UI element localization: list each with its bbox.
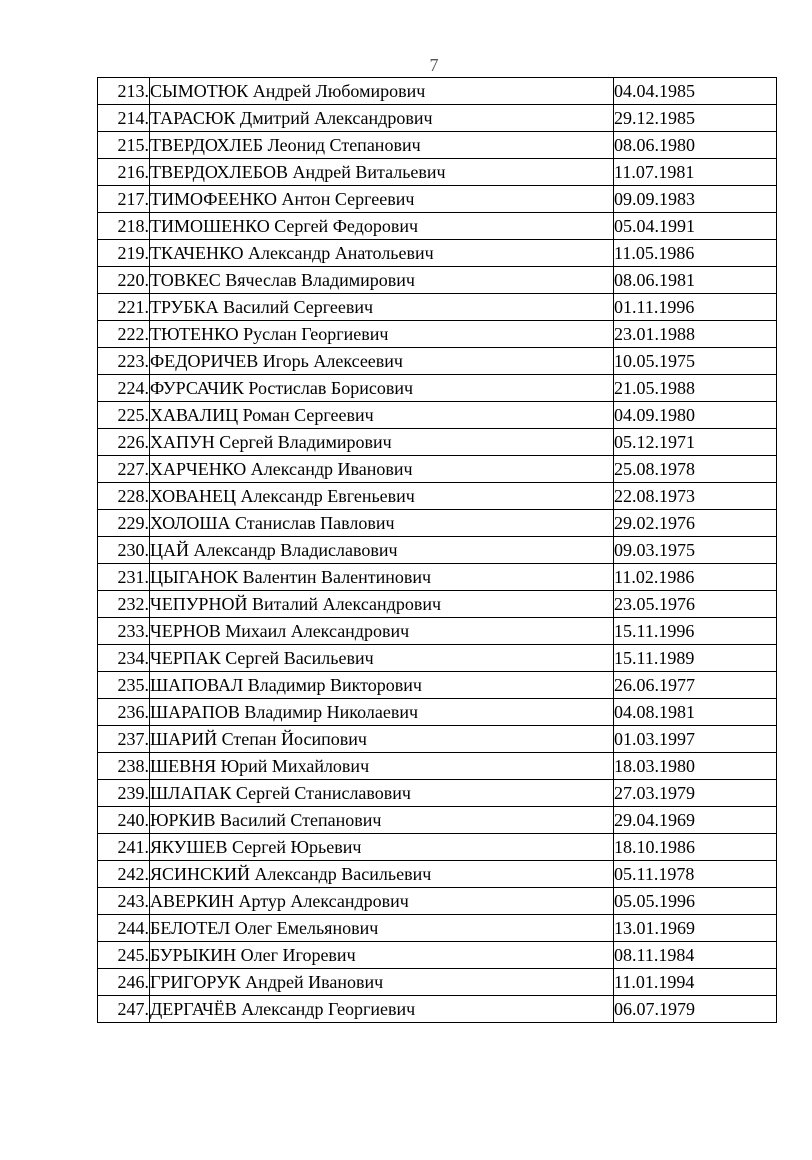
birth-date: 05.11.1978 [614, 861, 777, 888]
table-row [98, 672, 777, 699]
person-name: ГРИГОРУК Андрей Иванович [150, 969, 614, 996]
birth-date: 08.06.1980 [614, 132, 777, 159]
person-name: ФУРСАЧИК Ростислав Борисович [150, 375, 614, 402]
birth-date: 06.07.1979 [614, 996, 777, 1023]
birth-date: 05.05.1996 [614, 888, 777, 915]
row-number: 243. [98, 888, 150, 915]
table-row [98, 186, 777, 213]
person-name: ДЕРГАЧЁВ Александр Георгиевич [150, 996, 614, 1023]
row-number: 213. [98, 78, 150, 105]
table-row [98, 321, 777, 348]
table-row [98, 645, 777, 672]
row-number: 238. [98, 753, 150, 780]
table-row [98, 510, 777, 537]
table-row [98, 267, 777, 294]
row-number: 246. [98, 969, 150, 996]
person-name: ЧЕРНОВ Михаил Александрович [150, 618, 614, 645]
person-name: БУРЫКИН Олег Игоревич [150, 942, 614, 969]
person-name: АВЕРКИН Артур Александрович [150, 888, 614, 915]
birth-date: 08.06.1981 [614, 267, 777, 294]
person-name: ШАРАПОВ Владимир Николаевич [150, 699, 614, 726]
row-number: 222. [98, 321, 150, 348]
person-name: ТИМОФЕЕНКО Антон Сергеевич [150, 186, 614, 213]
person-name: ШАРИЙ Степан Йосипович [150, 726, 614, 753]
birth-date: 05.04.1991 [614, 213, 777, 240]
row-number: 244. [98, 915, 150, 942]
page-number: 7 [429, 55, 439, 75]
person-name: ХАРЧЕНКО Александр Иванович [150, 456, 614, 483]
row-number: 226. [98, 429, 150, 456]
row-number: 234. [98, 645, 150, 672]
birth-date: 04.09.1980 [614, 402, 777, 429]
table-row [98, 537, 777, 564]
birth-date: 11.05.1986 [614, 240, 777, 267]
birth-date: 11.01.1994 [614, 969, 777, 996]
birth-date: 01.11.1996 [614, 294, 777, 321]
row-number: 239. [98, 780, 150, 807]
birth-date: 10.05.1975 [614, 348, 777, 375]
table-row [98, 780, 777, 807]
person-name: ТКАЧЕНКО Александр Анатольевич [150, 240, 614, 267]
roster-table-body [98, 78, 777, 1023]
birth-date: 11.07.1981 [614, 159, 777, 186]
row-number: 223. [98, 348, 150, 375]
birth-date: 13.01.1969 [614, 915, 777, 942]
row-number: 233. [98, 618, 150, 645]
table-row [98, 78, 777, 105]
person-name: ХОЛОША Станислав Павлович [150, 510, 614, 537]
row-number: 225. [98, 402, 150, 429]
table-row [98, 834, 777, 861]
table-row [98, 969, 777, 996]
row-number: 227. [98, 456, 150, 483]
row-number: 218. [98, 213, 150, 240]
birth-date: 29.04.1969 [614, 807, 777, 834]
birth-date: 22.08.1973 [614, 483, 777, 510]
roster-table [97, 77, 777, 1023]
person-name: ХОВАНЕЦ Александр Евгеньевич [150, 483, 614, 510]
birth-date: 09.03.1975 [614, 537, 777, 564]
person-name: ЧЕРПАК Сергей Васильевич [150, 645, 614, 672]
row-number: 228. [98, 483, 150, 510]
table-row [98, 213, 777, 240]
row-number: 215. [98, 132, 150, 159]
table-row [98, 429, 777, 456]
row-number: 236. [98, 699, 150, 726]
person-name: БЕЛОТЕЛ Олег Емельянович [150, 915, 614, 942]
birth-date: 26.06.1977 [614, 672, 777, 699]
birth-date: 08.11.1984 [614, 942, 777, 969]
birth-date: 23.05.1976 [614, 591, 777, 618]
table-row [98, 942, 777, 969]
row-number: 224. [98, 375, 150, 402]
table-row [98, 132, 777, 159]
birth-date: 09.09.1983 [614, 186, 777, 213]
person-name: ШАПОВАЛ Владимир Викторович [150, 672, 614, 699]
person-name: СЫМОТЮК Андрей Любомирович [150, 78, 614, 105]
birth-date: 05.12.1971 [614, 429, 777, 456]
birth-date: 01.03.1997 [614, 726, 777, 753]
row-number: 217. [98, 186, 150, 213]
person-name: ЦЫГАНОК Валентин Валентинович [150, 564, 614, 591]
table-row [98, 456, 777, 483]
table-row [98, 726, 777, 753]
table-row [98, 294, 777, 321]
person-name: ЯКУШЕВ Сергей Юрьевич [150, 834, 614, 861]
birth-date: 04.04.1985 [614, 78, 777, 105]
table-row [98, 699, 777, 726]
birth-date: 18.03.1980 [614, 753, 777, 780]
table-row [98, 915, 777, 942]
row-number: 230. [98, 537, 150, 564]
row-number: 242. [98, 861, 150, 888]
table-row [98, 618, 777, 645]
table-row [98, 348, 777, 375]
birth-date: 29.12.1985 [614, 105, 777, 132]
row-number: 237. [98, 726, 150, 753]
row-number: 220. [98, 267, 150, 294]
table-row [98, 888, 777, 915]
row-number: 247. [98, 996, 150, 1023]
birth-date: 04.08.1981 [614, 699, 777, 726]
table-row [98, 591, 777, 618]
person-name: ТИМОШЕНКО Сергей Федорович [150, 213, 614, 240]
row-number: 221. [98, 294, 150, 321]
table-row [98, 240, 777, 267]
table-row [98, 753, 777, 780]
row-number: 240. [98, 807, 150, 834]
person-name: ТВЕРДОХЛЕБ Леонид Степанович [150, 132, 614, 159]
row-number: 241. [98, 834, 150, 861]
person-name: ФЕДОРИЧЕВ Игорь Алексеевич [150, 348, 614, 375]
person-name: ТВЕРДОХЛЕБОВ Андрей Витальевич [150, 159, 614, 186]
table-row [98, 105, 777, 132]
row-number: 232. [98, 591, 150, 618]
birth-date: 21.05.1988 [614, 375, 777, 402]
birth-date: 25.08.1978 [614, 456, 777, 483]
person-name: ТРУБКА Василий Сергеевич [150, 294, 614, 321]
row-number: 216. [98, 159, 150, 186]
person-name: ЧЕПУРНОЙ Виталий Александрович [150, 591, 614, 618]
person-name: ТЮТЕНКО Руслан Георгиевич [150, 321, 614, 348]
person-name: ШЛАПАК Сергей Станиславович [150, 780, 614, 807]
birth-date: 29.02.1976 [614, 510, 777, 537]
birth-date: 11.02.1986 [614, 564, 777, 591]
table-row [98, 375, 777, 402]
row-number: 231. [98, 564, 150, 591]
table-row [98, 564, 777, 591]
person-name: ТОВКЕС Вячеслав Владимирович [150, 267, 614, 294]
birth-date: 15.11.1996 [614, 618, 777, 645]
row-number: 229. [98, 510, 150, 537]
person-name: ЦАЙ Александр Владиславович [150, 537, 614, 564]
table-row [98, 807, 777, 834]
person-name: ХАВАЛИЦ Роман Сергеевич [150, 402, 614, 429]
person-name: ТАРАСЮК Дмитрий Александрович [150, 105, 614, 132]
birth-date: 27.03.1979 [614, 780, 777, 807]
person-name: ЮРКИВ Василий Степанович [150, 807, 614, 834]
row-number: 245. [98, 942, 150, 969]
birth-date: 15.11.1989 [614, 645, 777, 672]
person-name: ШЕВНЯ Юрий Михайлович [150, 753, 614, 780]
person-name: ЯСИНСКИЙ Александр Васильевич [150, 861, 614, 888]
row-number: 235. [98, 672, 150, 699]
table-row [98, 861, 777, 888]
birth-date: 23.01.1988 [614, 321, 777, 348]
row-number: 219. [98, 240, 150, 267]
table-row [98, 996, 777, 1023]
person-name: ХАПУН Сергей Владимирович [150, 429, 614, 456]
birth-date: 18.10.1986 [614, 834, 777, 861]
table-row [98, 402, 777, 429]
row-number: 214. [98, 105, 150, 132]
table-row [98, 483, 777, 510]
table-row [98, 159, 777, 186]
